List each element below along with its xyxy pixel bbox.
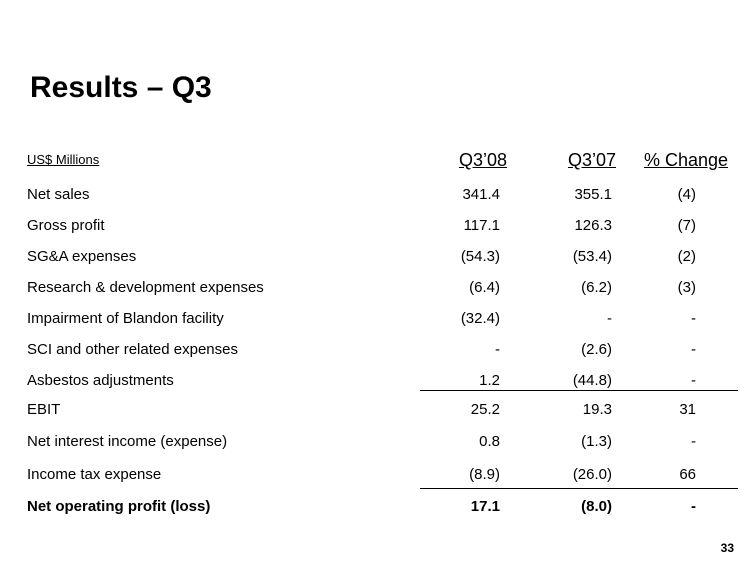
value-pct-change: - xyxy=(691,498,696,515)
value-q3-08: 17.1 xyxy=(470,498,500,515)
value-pct-change: (3) xyxy=(677,279,696,296)
row-label: SCI and other related expenses xyxy=(27,341,238,358)
value-q3-08: 117.1 xyxy=(463,217,500,234)
value-q3-08: (8.9) xyxy=(469,466,500,483)
slide-title: Results – Q3 xyxy=(30,71,212,104)
row-label: EBIT xyxy=(27,401,61,418)
value-pct-change: 66 xyxy=(679,466,696,483)
value-q3-07: - xyxy=(607,310,612,327)
value-q3-07: (2.6) xyxy=(581,341,612,358)
page-number: 33 xyxy=(720,541,734,555)
row-label: Impairment of Blandon facility xyxy=(27,310,224,327)
row-label: Asbestos adjustments xyxy=(27,372,174,389)
table-row xyxy=(0,214,750,238)
table-row xyxy=(0,307,750,331)
row-label: Net interest income (expense) xyxy=(27,433,228,450)
row-label: Net sales xyxy=(27,186,90,203)
table-row xyxy=(0,430,750,454)
subtotal-rule-net-profit xyxy=(420,488,738,489)
value-q3-07: 19.3 xyxy=(582,401,612,418)
value-pct-change: (4) xyxy=(677,186,696,203)
value-q3-08: (32.4) xyxy=(460,310,500,327)
table-row xyxy=(0,338,750,362)
value-q3-08: (54.3) xyxy=(460,248,500,265)
value-q3-07: (26.0) xyxy=(572,466,612,483)
value-q3-07: (1.3) xyxy=(581,433,612,450)
value-q3-08: 25.2 xyxy=(470,401,500,418)
column-header-q3-08: Q3’08 xyxy=(458,150,507,170)
value-q3-08: 0.8 xyxy=(479,433,500,450)
table-row xyxy=(0,463,750,487)
value-pct-change: 31 xyxy=(679,401,696,418)
table-row xyxy=(0,276,750,300)
row-label: SG&A expenses xyxy=(27,248,137,265)
value-q3-07: (53.4) xyxy=(572,248,612,265)
value-q3-08: (6.4) xyxy=(469,279,500,296)
table-row xyxy=(0,495,750,519)
value-pct-change: - xyxy=(691,310,696,327)
table-row xyxy=(0,183,750,207)
subtotal-rule-ebit xyxy=(420,390,738,391)
table-row xyxy=(0,245,750,269)
row-label: Gross profit xyxy=(27,217,105,234)
value-pct-change: - xyxy=(691,372,696,389)
value-q3-07: 355.1 xyxy=(574,186,612,203)
value-q3-07: (8.0) xyxy=(581,498,612,515)
value-pct-change: (2) xyxy=(677,248,696,265)
value-q3-08: 341.4 xyxy=(462,186,500,203)
column-header-q3-07: Q3’07 xyxy=(567,150,616,170)
column-header-pct-change: % Change xyxy=(643,150,728,170)
value-pct-change: - xyxy=(691,433,696,450)
value-pct-change: - xyxy=(691,341,696,358)
value-q3-08: - xyxy=(495,341,500,358)
row-label: Net operating profit (loss) xyxy=(27,498,211,515)
value-q3-07: 126.3 xyxy=(574,217,612,234)
value-q3-08: 1.2 xyxy=(479,372,500,389)
value-pct-change: (7) xyxy=(677,217,696,234)
units-label: US$ Millions xyxy=(27,152,100,167)
row-label: Income tax expense xyxy=(27,466,162,483)
value-q3-07: (6.2) xyxy=(581,279,612,296)
row-label: Research & development expenses xyxy=(27,279,264,296)
table-row xyxy=(0,398,750,422)
value-q3-07: (44.8) xyxy=(572,372,612,389)
